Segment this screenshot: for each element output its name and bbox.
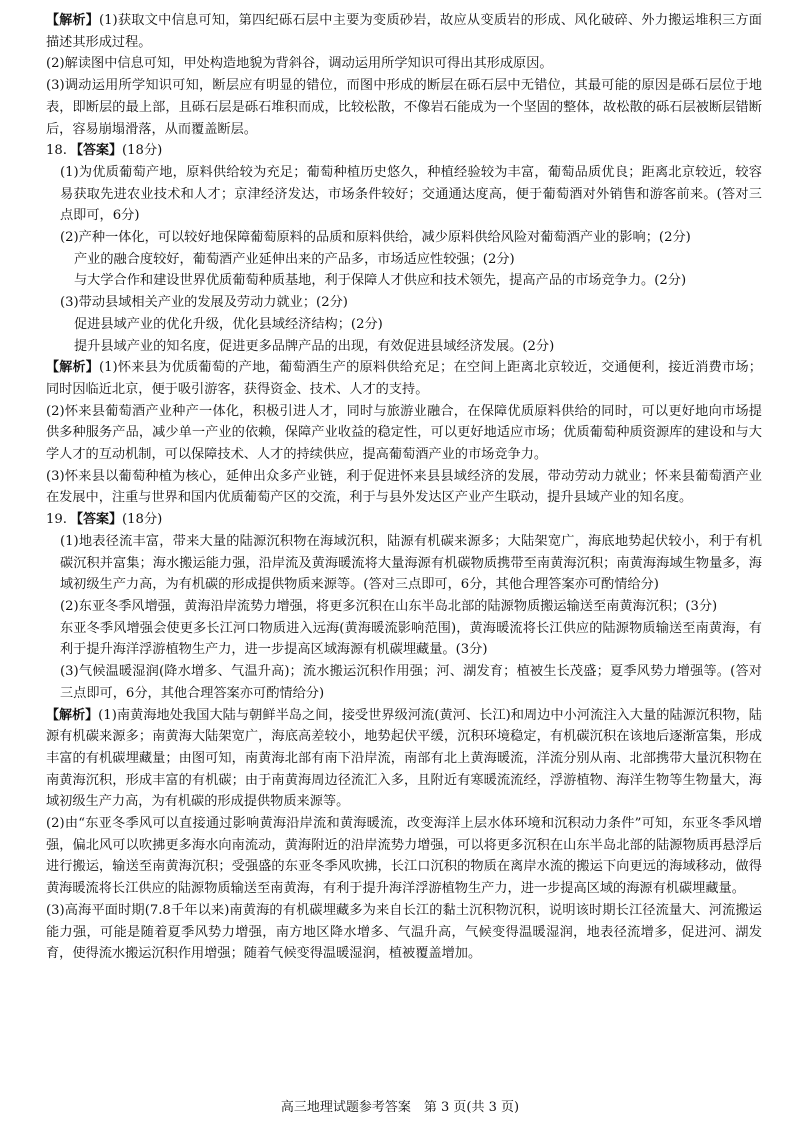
q18-answer-2a: (2)产种一体化，可以较好地保障葡萄原料的品质和原料供给，减少原料供给风险对葡萄酒产业的影响；(2分): [60, 230, 691, 246]
q17-jiexi-tag: 【解析】: [46, 13, 99, 28]
q18-answer-3b: 促进县域产业的优化升级，优化县域经济结构；(2分): [74, 316, 383, 332]
q18-jiexi-tag: 【解析】: [46, 360, 99, 376]
q19-answer-3: (3)气候温暖湿润(降水增多、气温升高)；流水搬运沉积作用强；河、湖发育；植被生长茂盛；夏季风势力增强等。(答对三点即可，6分，其他合理答案亦可酌情给分): [60, 664, 762, 701]
q18-jiexi-3: (3)怀来县以葡萄种植为核心，延伸出众多产业链，利于促进怀来县县域经济的发展，带动劳动力就业；怀来县葡萄酒产业在发展中，注重与世界和国内优质葡萄产区的交流，利于与县外发达区产业产生联动，提升县域产业的知名度。: [46, 468, 762, 506]
q19-answer-tag: 【答案】: [70, 512, 123, 528]
q19-points: (18分): [122, 512, 163, 528]
page-content: [46, 10, 762, 965]
q19-answer-header: [46, 509, 762, 531]
q19-answer-1: (1)地表径流丰富，带来大量的陆源沉积物在海域沉积，陆源有机碳来源多；大陆架宽广，海底地势起伏较小，利于有机碳沉积并富集；海水搬运能力强，沿岸流及黄海暖流将大量海源有机碳物质携带至南黄海沉积；南黄海海域生物量多，海域初级生产力高，为有机碳的形成提供物质来源等。(答对三点即可，6分，其他合理答案亦可酌情给分): [60, 533, 762, 593]
q17-jiexi-1: [46, 10, 762, 53]
q18-answer-tag: 【答案】: [70, 143, 123, 159]
q17-jiexi-2: (2)解读图中信息可知，甲处构造地貌为背斜谷，调动运用所学知识可得出其形成原因。: [46, 56, 553, 72]
q18-points: (18分): [122, 143, 163, 159]
q18-jiexi-text-1: (1)怀来县为优质葡萄的产地，葡萄酒生产的原料供给充足；在空间上距离北京较近，交通便利，接近消费市场；同时因临近北京，便于吸引游客，获得资金、技术、人才的支持。: [46, 360, 762, 397]
q19-jiexi-text-1: (1)南黄海地处我国大陆与朝鲜半岛之间，接受世界级河流(黄河、长江)和周边中小河流注入大量的陆源沉积物，陆源有机碳来源多；南黄海大陆架宽广，海底高差较小，地势起伏平缓，沉积环境稳定，有机碳沉积在该地后逐渐富集，形成丰富的有机碳埋藏量；由图可知，南黄海北部有南下沿岸流，南部有北上黄海暖流，洋流分别从南、北部携带大量沉积物在南黄海沉积，形成丰富的有机碳；由于南黄海周边径流汇入多，且附近有寒暖流流经，浮游植物、海洋生物等生物量大，海域初级生产力高，为有机碳的形成提供物质来源等。: [46, 707, 762, 810]
q18-jiexi-2: (2)怀来县葡萄酒产业种产一体化，积极引进人才，同时与旅游业融合，在保障优质原料供给的同时，可以更好地向市场提供多种服务产品，减少单一产业的依赖，保障产业收益的稳定性，可以更好地适应市场；优质葡萄种质资源库的建设和与大学人才的互动机制，可以保障技术、人才的持续供应，提高葡萄酒产业的市场竞争力。: [46, 403, 762, 463]
q19-jiexi-1: [46, 705, 762, 814]
q17-jiexi-text-1: (1)获取文中信息可知，第四纪砾石层中主要为变质砂岩，故应从变质岩的形成、风化破碎、外力搬运堆积三方面描述其形成过程。: [46, 13, 762, 50]
q18-answer-1: (1)为优质葡萄产地，原料供给较为充足；葡萄种植历史悠久，种植经验较为丰富，葡萄品质优良；距离北京较近，较容易获取先进农业技术和人才；京津经济发达，市场条件较好；交通通达度高，便于葡萄酒对外销售和游客前来。(答对三点即可，6分): [60, 164, 762, 224]
q18-number: 18.: [46, 143, 67, 159]
q18-jiexi-1: [46, 357, 762, 400]
q19-number: 19.: [46, 512, 67, 528]
q19-answer-2b: 东亚冬季风增强会使更多长江河口物质进入远海(黄海暖流影响范围)，黄海暖流将长江供应的陆源物质输送至南黄海，有利于提升海洋浮游植物生产力，进一步提高区域海源有机碳埋藏量。(3分): [60, 620, 762, 658]
q18-answer-2b: 产业的融合度较好，葡萄酒产业延伸出来的产品多，市场适应性较强；(2分): [74, 251, 515, 267]
q18-answer-2c: 与大学合作和建设世界优质葡萄种质基地，利于保障人才供应和技术领先，提高产品的市场竞争力。(2分): [74, 273, 687, 289]
q19-answer-2a: (2)东亚冬季风增强，黄海沿岸流势力增强，将更多沉积在山东半岛北部的陆源物质搬运输送至南黄海沉积；(3分): [60, 598, 718, 614]
q19-jiexi-tag: 【解析】: [46, 707, 99, 723]
q18-answer-3a: (3)带动县域相关产业的发展及劳动力就业；(2分): [60, 295, 348, 311]
q17-jiexi-3: (3)调动运用所学知识可知，断层应有明显的错位，而图中形成的断层在砾石层中无错位，其最可能的原因是砾石层位于地表，即断层的最上部，且砾石层是砾石堆积而成，比较松散，不像岩石能成为一个坚固的整体，故松散的砾石层被断层错断后，容易崩塌滑落，从而覆盖断层。: [46, 78, 762, 137]
q19-jiexi-2: (2)由“东亚冬季风可以直接通过影响黄海沿岸流和黄海暖流，改变海洋上层水体环境和沉积动力条件”可知，东亚冬季风增强，偏北风可以吹拂更多海水向南流动，黄海附近的沿岸流势力增强，可以将更多沉积在山东半岛北部的陆源物质再悬浮后进行搬运，输送至南黄海沉积；受强盛的东亚冬季风吹拂，长江口沉积的物质在离岸水流的搬运下向更远的海域移动，做得黄海暖流将长江供应的陆源物质输送至南黄海，有利于提升海洋浮游植物生产力，进一步提高区域的海源有机碳埋藏量。: [46, 816, 762, 897]
page-footer: 高三地理试题参考答案 第 3 页(共 3 页): [280, 1100, 520, 1115]
q18-answer-3c: 提升县域产业的知名度，促进更多品牌产品的出现，有效促进县域经济发展。(2分): [74, 338, 555, 354]
q18-answer-header: [46, 140, 762, 162]
q19-jiexi-3: (3)高海平面时期(7.8千年以来)南黄海的有机碳埋藏多为来自长江的黏土沉积物沉积，说明该时期长江径流量大、河流搬运能力强，可能是随着夏季风势力增强，南方地区降水增多、气温升高，气候变得温暖湿润，地表径流增多，促进河、湖发育，使得流水搬运沉积作用增强；随着气候变得温暖湿润，植被覆盖增加。: [46, 902, 762, 962]
